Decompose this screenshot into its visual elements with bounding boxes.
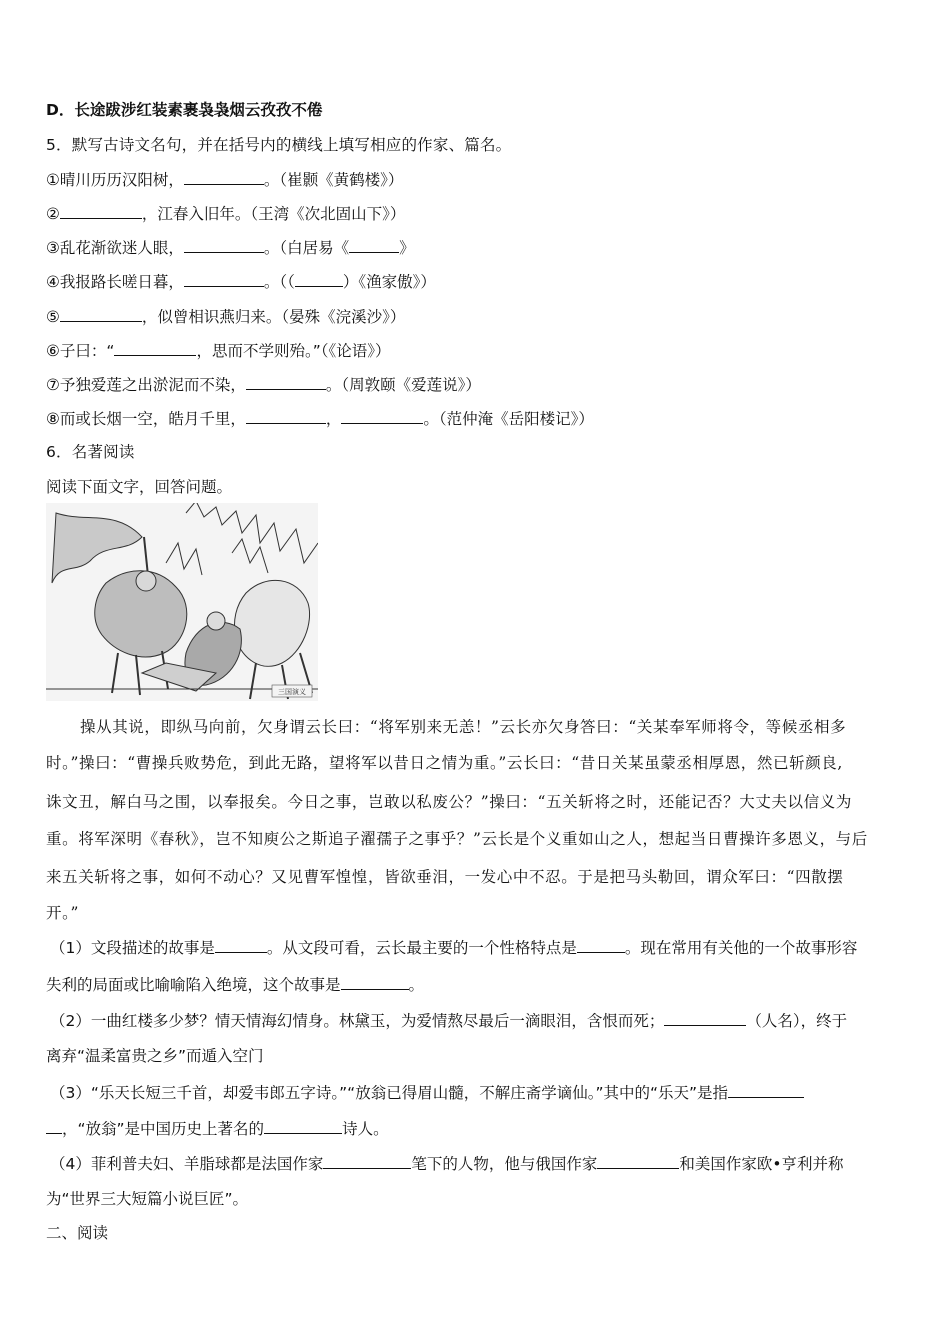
blank[interactable] — [341, 974, 409, 990]
blank[interactable] — [577, 937, 625, 953]
q5-heading: 5．默写古诗文名句，并在括号内的横线上填写相应的作家、篇名。 — [46, 136, 512, 154]
blank[interactable] — [246, 408, 326, 424]
q6-heading: 6．名著阅读 — [46, 443, 135, 461]
option-d — [46, 100, 322, 120]
passage-line-6: 开。” — [46, 904, 79, 922]
q6-sub4-text-a: （4）菲利普夫妇、羊脂球都是法国作家 — [50, 1155, 324, 1173]
q6-sub4-line1 — [50, 1153, 844, 1174]
q6-sub2-text-b: （人名），终于 — [746, 1012, 848, 1030]
q5-item-4-close: ）《渔家傲》） — [342, 273, 436, 291]
q6-sub1-text-c: 。现在常用有关他的一个故事形容 — [624, 939, 858, 957]
section-2-heading: 二、阅读 — [46, 1224, 109, 1242]
blank[interactable] — [60, 203, 142, 219]
blank[interactable] — [295, 271, 343, 287]
q5-item-7-text: ⑦予独爱莲之出淤泥而不染， — [46, 376, 246, 394]
blank[interactable] — [46, 1118, 62, 1134]
q5-item-3-close: 》 — [399, 239, 415, 257]
q5-item-3-source: 。（白居易《 — [263, 239, 350, 257]
blank[interactable] — [728, 1082, 804, 1098]
blank[interactable] — [264, 1118, 342, 1134]
passage-line-4: 重。将军深明《春秋》，岂不知庾公之斯追子濯孺子之事乎？”云长是个义重如山之人，想起当日曹操许多恩义，与后 — [46, 830, 868, 848]
q5-item-8 — [46, 408, 594, 429]
blank[interactable] — [215, 937, 267, 953]
illustration-guan-yu-releases-cao-cao — [46, 503, 318, 701]
blank[interactable] — [114, 340, 196, 356]
q6-sub2-line2: 离弃“温柔富贵之乡”而遁入空门 — [46, 1047, 264, 1065]
q5-item-8-source: 。（范仲淹《岳阳楼记》） — [423, 410, 594, 428]
q5-item-6 — [46, 340, 390, 361]
passage-line-1: 操从其说，即纵马向前，欠身谓云长曰：“将军别来无恙！”云长亦欠身答曰：“关某奉军师将令，等候丞相多 — [80, 718, 847, 736]
q6-sub1-text-b: 。从文段可看，云长最主要的一个性格特点是 — [266, 939, 577, 957]
q6-sub2-line1 — [50, 1010, 847, 1031]
q5-item-8-text: ⑧而或长烟一空，皓月千里， — [46, 410, 246, 428]
q5-item-2-text: ② — [46, 205, 60, 223]
blank[interactable] — [184, 169, 264, 185]
q5-item-7 — [46, 374, 481, 395]
q5-item-8-comma: ， — [325, 410, 342, 428]
q5-item-1 — [46, 169, 403, 190]
q6-sub4-text-b: 笔下的人物，他与俄国作家 — [411, 1155, 598, 1173]
blank[interactable] — [184, 271, 264, 287]
q6-sub3-text-c: ，“放翁”是中国历史上著名的 — [62, 1120, 265, 1138]
q5-item-3 — [46, 237, 415, 258]
q6-sub1-line1 — [50, 937, 857, 958]
blank[interactable] — [184, 237, 264, 253]
q6-sub1-text-d: 失利的局面或比喻喻陷入绝境，这个故事是 — [46, 976, 341, 994]
passage-line-3: 诛文丑，解白马之围，以奉报矣。今日之事，岂敢以私废公？”操曰：“五关斩将之时，还能记否？大丈夫以信义为 — [46, 793, 852, 811]
option-d-text: 长途跋涉红装素裹袅袅烟云孜孜不倦 — [74, 101, 323, 119]
q5-item-5-source: ，似曾相识燕归来。（晏殊《浣溪沙》） — [141, 308, 406, 326]
q6-sub3-line2 — [46, 1118, 389, 1139]
passage-line-5: 来五关斩将之事，如何不动心？又见曹军惶惶，皆欲垂泪，一发心中不忍。于是把马头勒回，谓众军曰：“四散摆 — [46, 868, 844, 886]
blank[interactable] — [349, 237, 399, 253]
q5-item-2 — [46, 203, 405, 224]
q5-item-5 — [46, 306, 405, 327]
q5-item-4-text: ④我报路长嗟日暮， — [46, 273, 184, 291]
q6-sub3-line1 — [50, 1082, 804, 1103]
q6-sub3-text-a: （3）“乐天长短三千首，却爱韦郎五字诗。”“放翁已得眉山髓，不解庄斋学谪仙。”其中的“乐天”是指 — [50, 1084, 729, 1102]
q5-item-2-source: ，江春入旧年。（王湾《次北固山下》） — [141, 205, 406, 223]
q5-item-5-text: ⑤ — [46, 308, 60, 326]
blank[interactable] — [323, 1153, 411, 1169]
q5-item-6-source: ，思而不学则殆。”（《论语》） — [196, 342, 391, 360]
blank[interactable] — [246, 374, 326, 390]
q5-item-1-text: ①晴川历历汉阳树， — [46, 171, 184, 189]
blank[interactable] — [597, 1153, 679, 1169]
q6-sub1-text-a: （1）文段描述的故事是 — [50, 939, 215, 957]
q6-sub1-line2 — [46, 974, 424, 995]
illustration-caption: 三国演义 — [278, 688, 306, 696]
blank[interactable] — [60, 306, 142, 322]
q5-item-1-source: 。（崔颢《黄鹤楼》） — [263, 171, 404, 189]
blank[interactable] — [664, 1010, 746, 1026]
q5-item-4 — [46, 271, 436, 292]
q6-sub2-text-a: （2）一曲红楼多少梦？情天情海幻情身。林黛玉，为爱情熬尽最后一滴眼泪，含恨而死； — [50, 1012, 665, 1030]
q6-sub4-line2: 为“世界三大短篇小说巨匠”。 — [46, 1190, 249, 1208]
q6-sub3-text-d: 诗人。 — [342, 1120, 389, 1138]
q6-sub1-text-e: 。 — [408, 976, 425, 994]
option-d-label: D． — [46, 101, 75, 119]
q6-intro: 阅读下面文字，回答问题。 — [46, 478, 233, 496]
q5-item-4-source: 。（（ — [263, 273, 295, 291]
blank[interactable] — [341, 408, 423, 424]
q5-item-7-source: 。（周敦颐《爱莲说》） — [325, 376, 481, 394]
passage-line-2: 时。”操曰：“曹操兵败势危，到此无路，望将军以昔日之情为重。”云长曰：“昔日关某虽蒙丞相厚恩，然已斩颜良, — [46, 754, 843, 772]
q5-item-3-text: ③乱花渐欲迷人眼， — [46, 239, 184, 257]
q5-item-6-text: ⑥子曰：“ — [46, 342, 115, 360]
q6-sub4-text-c: 和美国作家欧•亨利并称 — [679, 1155, 844, 1173]
